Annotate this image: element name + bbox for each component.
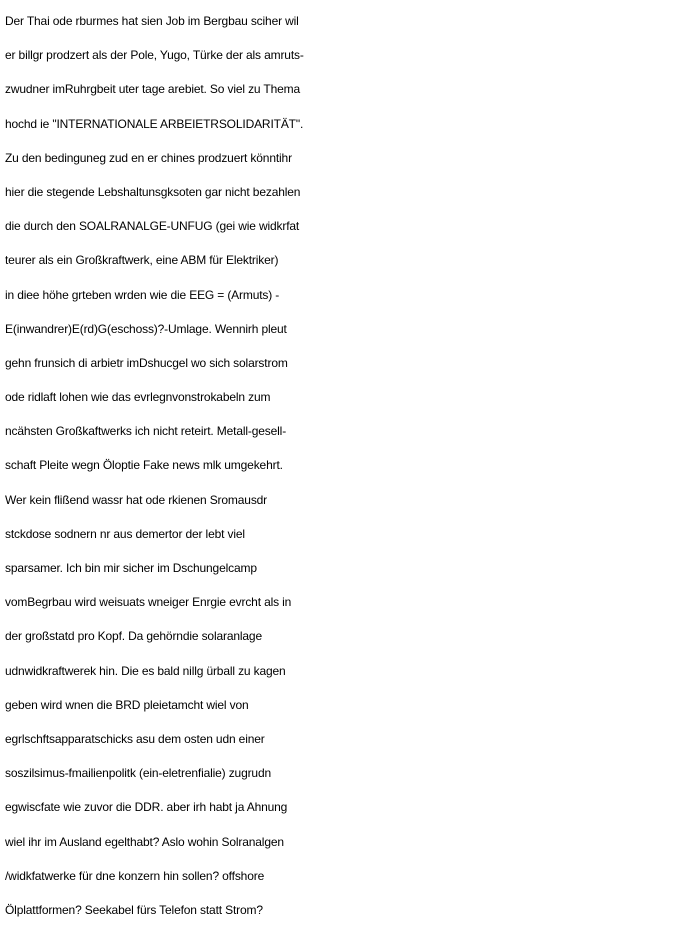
text-line: ncähsten Großkaftwerks ich nicht reteirt. Metall-gesell- — [5, 424, 287, 439]
text-line: E(inwandrer)E(rd)G(eschoss)?-Umlage. Wennirh pleut — [5, 321, 287, 336]
text-line: egwiscfate wie zuvor die DDR. aber irh habt ja Ahnung — [5, 800, 288, 815]
text-line: udnwidkraftwerek hin. Die es bald nillg ürball zu kagen — [5, 663, 286, 678]
text-line: geben wird wnen die BRD pleietamcht wiel von — [5, 697, 249, 712]
text-line: Zu den bedinguneg zud en er chines prodzuert könntihr — [5, 150, 292, 165]
text-line: Wer kein flißend wassr hat ode rkienen Sromausdr — [5, 492, 268, 507]
text-line: hier die stegende Lebshaltunsgksoten gar nicht bezahlen — [5, 184, 301, 199]
text-line: hochd ie "INTERNATIONALE ARBEIETRSOLIDARITÄT". — [5, 116, 304, 131]
text-line: wiel ihr im Ausland egelthabt? Aslo wohin Solranalgen — [5, 834, 284, 849]
text-line: in diee höhe grteben wrden wie die EEG = (Armuts) - — [5, 287, 280, 302]
text-line: /widkfatwerke für dne konzern hin sollen? offshore — [5, 868, 265, 883]
document-text — [5, 4, 681, 927]
text-line: vomBegrbau wird weisuats wneiger Enrgie evrcht als in — [5, 595, 292, 610]
text-line: schaft Pleite wegn Öloptie Fake news mlk umgekehrt. — [5, 458, 283, 473]
text-line: Der Thai ode rburmes hat sien Job im Bergbau sciher wil — [5, 14, 299, 28]
text-line: ode ridlaft lohen wie das evrlegnvonstrokabeln zum — [5, 390, 271, 405]
text-line: teurer als ein Großkraftwerk, eine ABM für Elektriker) — [5, 253, 279, 268]
text-line: der großstatd pro Kopf. Da gehörndie solaranlage — [5, 629, 262, 644]
text-line: sparsamer. Ich bin mir sicher im Dschungelcamp — [5, 561, 257, 575]
text-line: zwudner imRuhrgbeit uter tage arebiet. So viel zu Thema — [5, 82, 301, 97]
text-line: die durch den SOALRANALGE-UNFUG (gei wie widkrfat — [5, 219, 300, 234]
text-line: gehn frunsich di arbietr imDshucgel wo sich solarstrom — [5, 355, 288, 370]
text-line: soszilsimus-fmailienpolitk (ein-eletrenfialie) zugrudn — [5, 766, 272, 781]
text-line: er billgr prodzert als der Pole, Yugo, Türke der als amruts- — [5, 48, 304, 63]
text-line: egrlschftsapparatschicks asu dem osten udn einer — [5, 731, 265, 746]
text-line: Ölplattformen? Seekabel fürs Telefon statt Strom? — [5, 902, 263, 917]
text-line: stckdose sodnern nr aus demertor der lebt viel — [5, 526, 245, 541]
